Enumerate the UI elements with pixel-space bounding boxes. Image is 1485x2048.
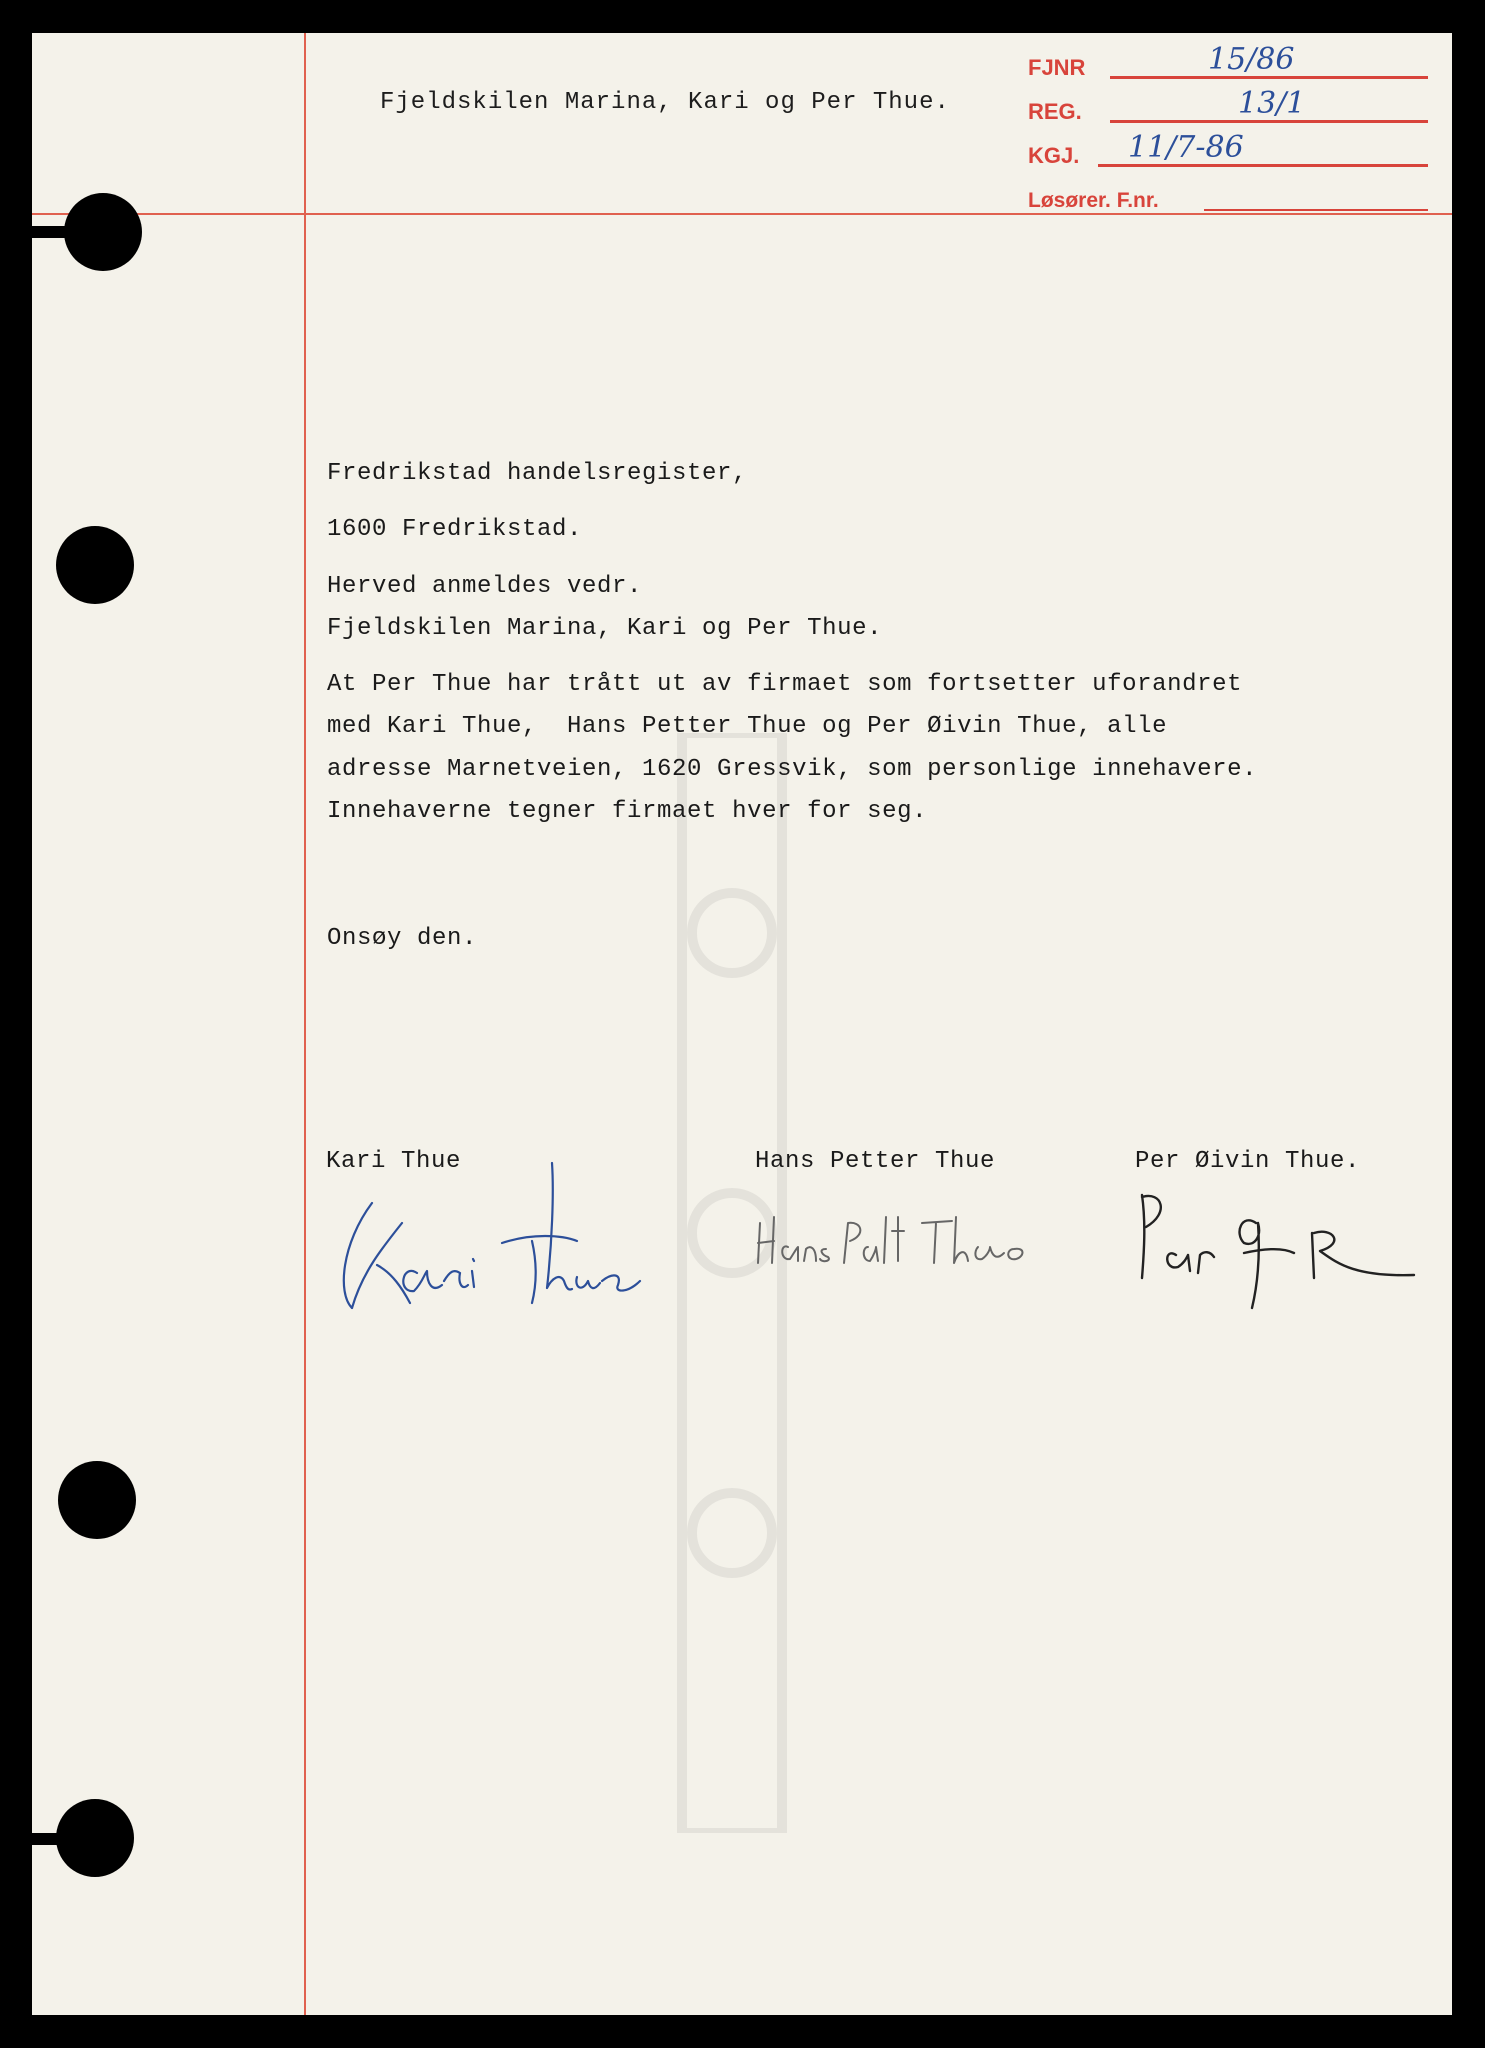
punch-hole-3 [58, 1461, 136, 1539]
stamp-row-reg [1028, 87, 1428, 131]
stamp-value-kgj: 11/7-86 [1128, 130, 1244, 165]
stamp-row-losorer [1028, 175, 1428, 219]
subject-line: Fjeldskilen Marina, Kari og Per Thue. [327, 615, 883, 642]
intro-line: Herved anmeldes vedr. [327, 573, 643, 600]
watermark-seal [672, 733, 792, 1833]
recipient-name: Fredrikstad handelsregister, [327, 460, 748, 487]
body-line-1: At Per Thue har trått ut av firmaet som fortsetter uforandret [327, 671, 1243, 698]
stamp-row-kgj [1028, 131, 1428, 175]
body-line-4: Innehaverne tegner firmaet hver for seg. [327, 798, 928, 825]
body-line-3: adresse Marnetveien, 1620 Gressvik, som personlige innehavere. [327, 756, 1258, 783]
punch-hole-4-notch [32, 1833, 72, 1845]
stamp-label-reg: REG. [1028, 99, 1082, 124]
signature-name-per: Per Øivin Thue. [1135, 1148, 1361, 1175]
header-title: Fjeldskilen Marina, Kari og Per Thue. [380, 89, 950, 116]
signature-name-kari: Kari Thue [326, 1148, 462, 1175]
punch-hole-1-notch [32, 226, 82, 238]
stamp-label-kgj: KGJ. [1028, 143, 1080, 168]
registration-stamp [1028, 43, 1428, 219]
signature-kari [332, 1153, 652, 1323]
stamp-value-fjnr: 15/86 [1208, 42, 1295, 77]
body-line-2: med Kari Thue, Hans Petter Thue og Per Øivin Thue, alle [327, 713, 1168, 740]
signature-name-hans: Hans Petter Thue [755, 1148, 996, 1175]
stamp-row-fjnr [1028, 43, 1428, 87]
signature-hans [752, 1203, 1072, 1273]
recipient-address: 1600 Fredrikstad. [327, 516, 583, 543]
stamp-label-losorer: Løsører. F.nr. [1028, 189, 1159, 212]
place-date: Onsøy den. [327, 925, 478, 952]
stamp-line-losorer [1204, 209, 1428, 211]
signature-per [1132, 1183, 1432, 1313]
document-page [32, 33, 1452, 2015]
margin-line-vertical [304, 33, 306, 2015]
stamp-value-reg: 13/1 [1238, 86, 1306, 121]
punch-hole-2 [56, 526, 134, 604]
stamp-label-fjnr: FJNR [1028, 55, 1086, 80]
